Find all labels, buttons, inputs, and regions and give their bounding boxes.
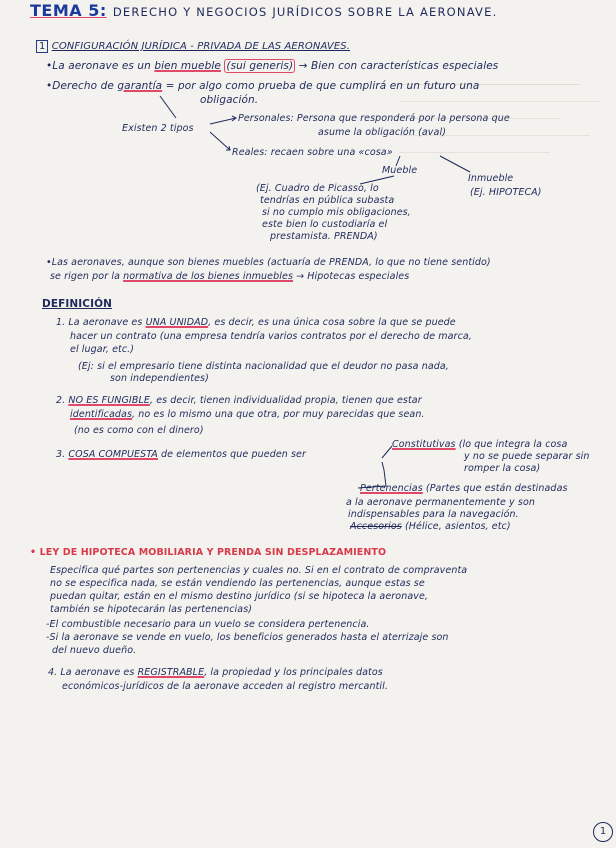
page-title: TEMA 5: DERECHO Y NEGOCIOS JURÍDICOS SOBRE LA AERONAVE. xyxy=(30,1,498,20)
mueble-example-2: tendrías en pública subasta xyxy=(260,195,395,206)
ley-line-6: -Si la aeronave se vende en vuelo, los beneficios generados hasta el aterrizaje son xyxy=(46,632,449,643)
aeronaves-line-2: se rigen por la normativa de los bienes inmuebles → Hipotecas especiales xyxy=(50,271,410,282)
mueble-label: Mueble xyxy=(382,165,418,176)
personales-line-2: asume la obligación (aval) xyxy=(318,127,446,138)
inmueble-label: Inmueble xyxy=(468,173,514,184)
def-2-line-2: identificadas, no es lo mismo una que otra, por muy parecidas que sean. xyxy=(70,409,425,420)
page-number-badge: 1 xyxy=(593,822,613,842)
bullet-garantia: •Derecho de garantía = por algo como prueba de que cumplirá en un futuro una xyxy=(46,80,480,92)
mueble-example-3: si no cumplo mis obligaciones, xyxy=(262,207,411,218)
pertenencias-line-3: indispensables para la navegación. xyxy=(348,509,519,520)
tipos-label: Existen 2 tipos xyxy=(122,123,194,134)
def-1-line-4: (Ej: si el empresario tiene distinta nacionalidad que el deudor no pasa nada, xyxy=(78,361,449,372)
constitutivas-line-3: romper la cosa) xyxy=(464,463,541,474)
ley-line-7: del nuevo dueño. xyxy=(52,645,137,656)
mueble-example-1: (Ej. Cuadro de Picasso, lo xyxy=(256,183,379,194)
def-1-line-5: son independientes) xyxy=(110,373,209,384)
mueble-example-4: este bien lo custodiaría el xyxy=(262,219,388,230)
ley-line-3: puedan quitar, están en el mismo destino jurídico (si se hipoteca la aeronave, xyxy=(50,591,429,602)
pertenencias-line-2: a la aeronave permanentemente y son xyxy=(346,497,535,508)
ley-heading: • LEY DE HIPOTECA MOBILIARIA Y PRENDA SIN DESPLAZAMIENTO xyxy=(30,547,387,558)
def-1-line-1: 1. La aeronave es UNA UNIDAD, es decir, es una única cosa sobre la que se puede xyxy=(56,317,456,328)
def-1-line-2: hacer un contrato (una empresa tendría varios contratos por el derecho de marca, xyxy=(70,331,472,342)
personales-line: Personales: Persona que responderá por la persona que xyxy=(238,113,510,124)
ley-line-4: también se hipotecarán las pertenencias) xyxy=(50,604,253,615)
def-2-line-3: (no es como con el dinero) xyxy=(74,425,204,436)
aeronaves-line-1: •Las aeronaves, aunque son bienes muebles (actuaría de PRENDA, lo que no tiene sentido) xyxy=(46,257,491,268)
definicion-heading: DEFINICIÓN xyxy=(42,298,112,310)
def-2-line-1: 2. NO ES FUNGIBLE, es decir, tienen individualidad propia, tienen que estar xyxy=(56,395,422,406)
bullet-bien-mueble: •La aeronave es un bien mueble (sui generis) → Bien con características especiales xyxy=(46,60,499,72)
ley-line-5: -El combustible necesario para un vuelo se considera pertenencia. xyxy=(46,619,370,630)
def-1-line-3: el lugar, etc.) xyxy=(70,344,135,355)
mueble-example-5: prestamista. PRENDA) xyxy=(270,231,378,242)
text-line: obligación. xyxy=(200,94,259,106)
reales-line: Reales: recaen sobre una «cosa» xyxy=(232,147,393,158)
def-4-line-1: 4. La aeronave es REGISTRABLE, la propiedad y los principales datos xyxy=(48,667,383,678)
constitutivas-line-1: Constitutivas (lo que integra la cosa xyxy=(392,439,568,450)
section-heading: 1 CONFIGURACIÓN JURÍDICA - PRIVADA DE LAS AERONAVES. xyxy=(36,40,350,53)
def-4-line-2: económicos-jurídicos de la aeronave acceden al registro mercantil. xyxy=(62,681,389,692)
def-3-line: 3. COSA COMPUESTA de elementos que pueden ser xyxy=(56,449,307,460)
inmueble-example: (Ej. HIPOTECA) xyxy=(470,187,542,198)
ley-line-2: no se especifica nada, se están vendiendo las pertenencias, aunque estas se xyxy=(50,578,425,589)
ley-line-1: Especifica qué partes son pertenencias y cuales no. Si en el contrato de compraventa xyxy=(50,565,468,576)
pertenencias-line-4: Accesorios (Hélice, asientos, etc) xyxy=(350,521,511,532)
constitutivas-line-2: y no se puede separar sin xyxy=(464,451,590,462)
pertenencias-line-1: Pertenencias (Partes que están destinadas xyxy=(360,483,568,494)
